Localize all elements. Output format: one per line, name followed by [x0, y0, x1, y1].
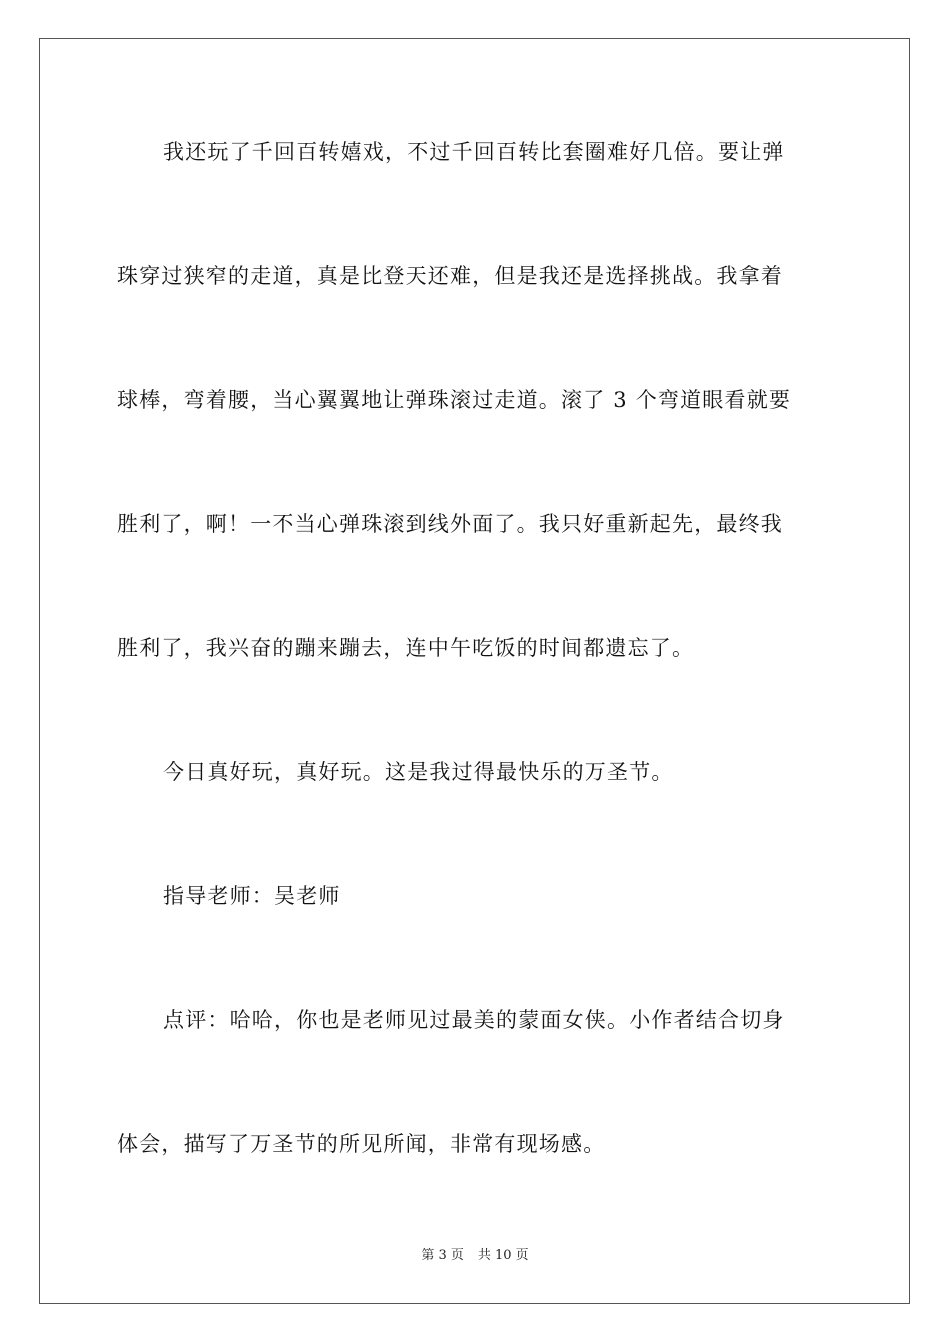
page-frame	[39, 38, 910, 1304]
comment-line: 点评：哈哈，你也是老师见过最美的蒙面女侠。小作者结合切身	[163, 1008, 785, 1032]
paragraph-line: 胜利了，啊！一不当心弹珠滚到线外面了。我只好重新起先，最终我	[117, 512, 783, 536]
paragraph-line: 珠穿过狭窄的走道，真是比登天还难，但是我还是选择挑战。我拿着	[117, 264, 783, 288]
page-number: 第 3 页	[421, 1248, 464, 1263]
teacher-line: 指导老师：吴老师	[163, 884, 341, 908]
paragraph-line: 胜利了，我兴奋的蹦来蹦去，连中午吃饭的时间都遗忘了。	[117, 636, 695, 660]
page-footer	[0, 1247, 950, 1265]
paragraph-line: 我还玩了千回百转嬉戏，不过千回百转比套圈难好几倍。要让弹	[163, 140, 785, 164]
page-total: 共 10 页	[477, 1248, 529, 1263]
paragraph-line: 今日真好玩，真好玩。这是我过得最快乐的万圣节。	[163, 760, 674, 784]
comment-line: 体会，描写了万圣节的所见所闻，非常有现场感。	[117, 1132, 606, 1156]
paragraph-line: 球棒，弯着腰，当心翼翼地让弹珠滚过走道。滚了 3 个弯道眼看就要	[117, 388, 792, 412]
